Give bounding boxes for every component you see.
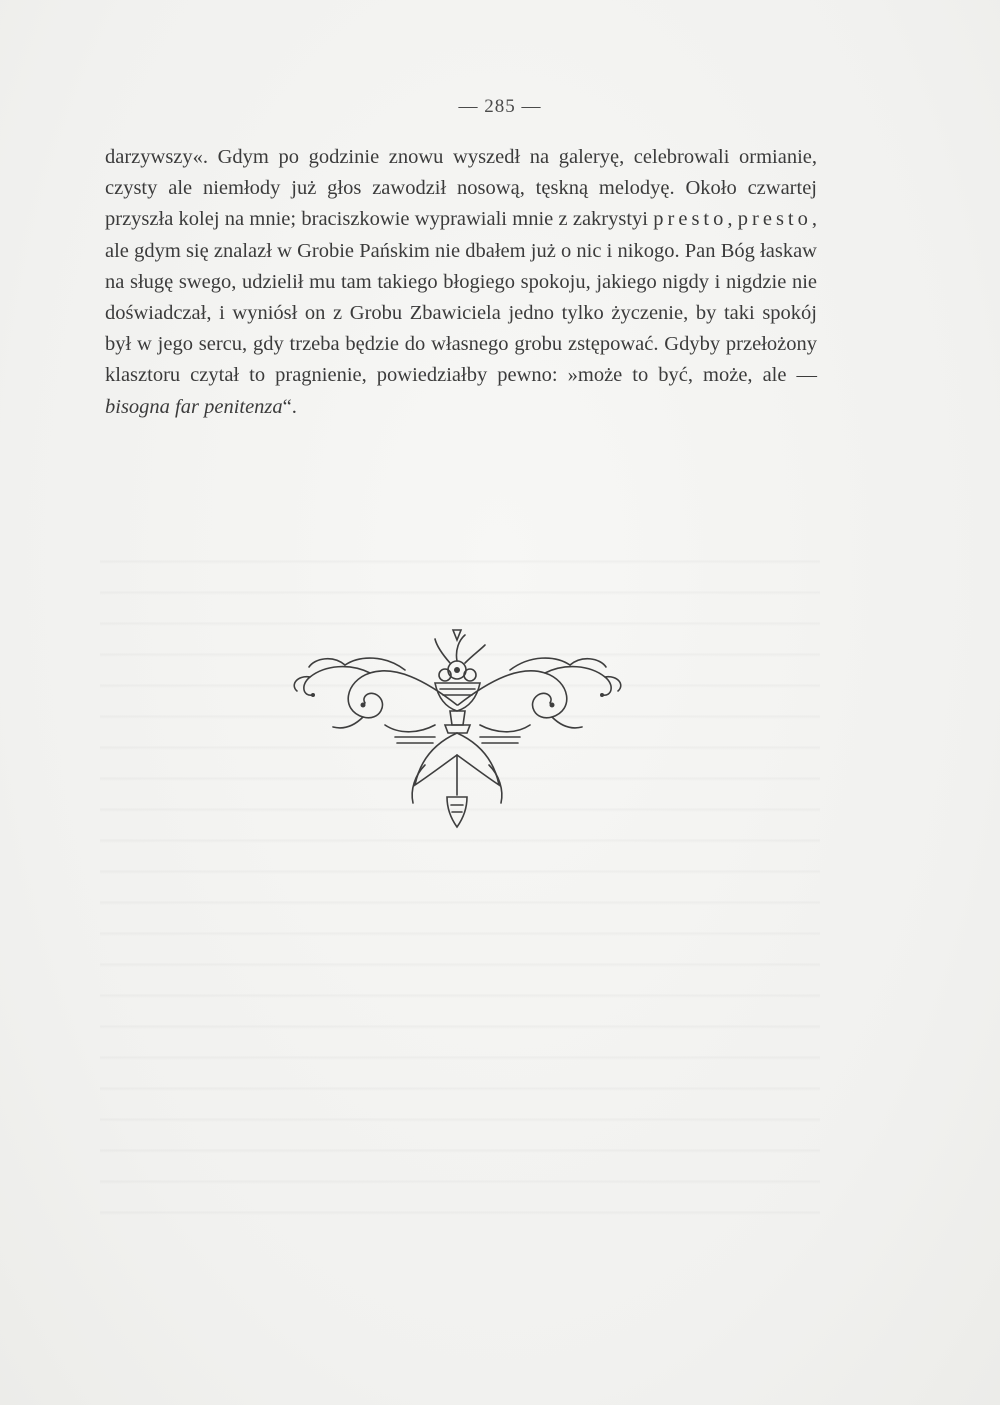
spaced-word: presto <box>653 208 728 231</box>
page-number: — 285 — <box>458 96 542 117</box>
spaced-word: presto <box>737 208 812 231</box>
text-run: , ale gdym się znalazł w Grobie Pańskim nie dbałem już o nic i nikogo. Pan Bóg łaskaw na sługę swego, udzielił mu tam takiego błogiego spokoju, jakiego nigdy i nigdzie nie doświadczał, i wyniósł on z Grobu Zbawiciela jedno tylko życzenie, by taki spokój był w jego sercu, gdy trzeba będzie do własnego grobu zstępować. Gdyby przełożony klasztoru czytał to pragnienie, powiedziałby pewno: »może to być, może, ale — <box>105 208 818 387</box>
closing-quote: “. <box>282 395 297 418</box>
paragraph-text <box>105 142 817 423</box>
decorative-vignette-icon <box>285 625 630 835</box>
text-run: , <box>727 208 738 231</box>
text-run: darzywszy«. Gdym po godzinie znowu wyszedł na galeryę, celebrowali ormianie, czysty ale niemłody już głos zawodził nosową, tęskną melodyę. Około czwartej przyszła kolej na mnie; braciszkowie wyprawiali mnie z zakrystyi <box>105 146 817 231</box>
italic-quote: bisogna far penitenza <box>105 395 283 418</box>
body-paragraph <box>105 142 817 423</box>
